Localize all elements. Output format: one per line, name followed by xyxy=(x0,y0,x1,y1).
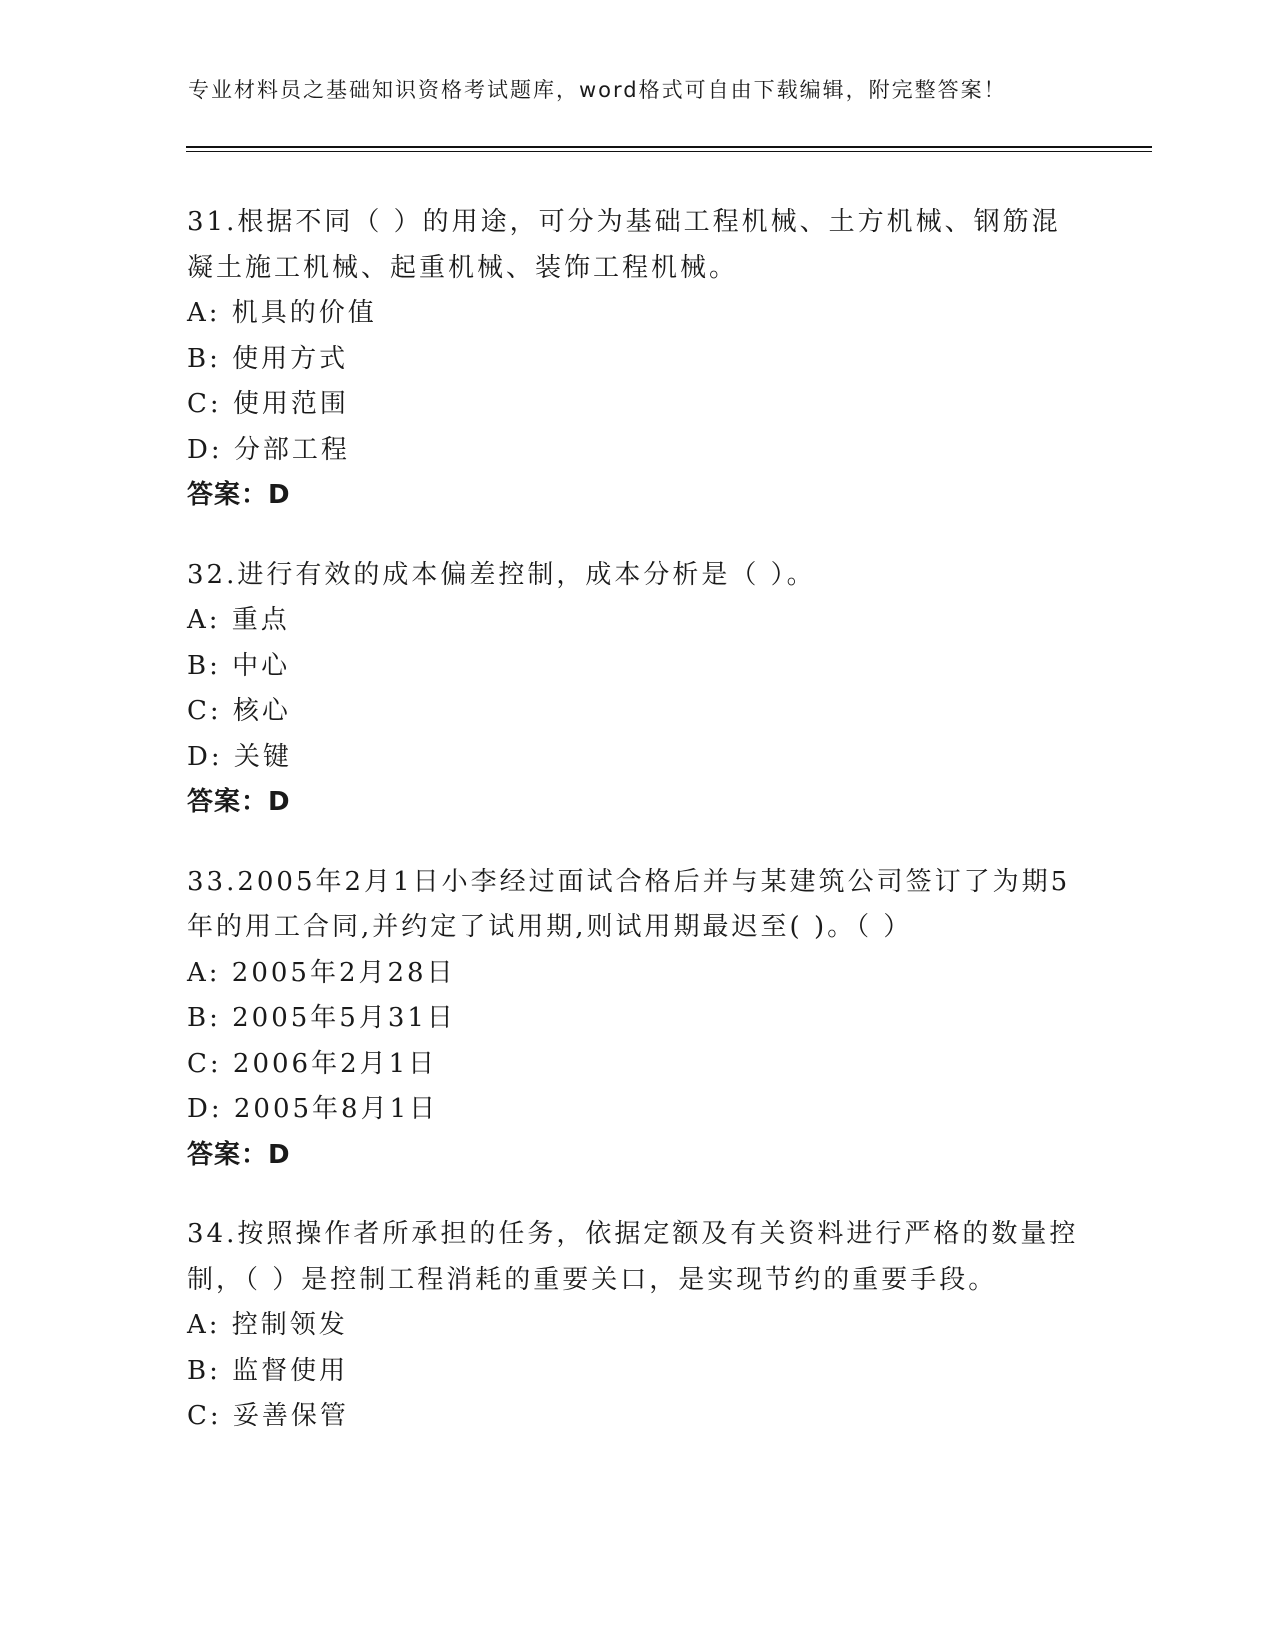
question-stem-line: 31.根据不同（ ）的用途，可分为基础工程机械、土方机械、钢筋混 xyxy=(187,207,1061,237)
question-32 xyxy=(187,553,1087,826)
question-stem-line: 34.按照操作者所承担的任务，依据定额及有关资料进行严格的数量控 xyxy=(187,1219,1079,1249)
option-a: A: 控制领发 xyxy=(187,1310,348,1340)
option-b: B: 2005年5月31日 xyxy=(187,1003,456,1033)
option-b: B: 中心 xyxy=(187,650,291,681)
option-c: C: 使用范围 xyxy=(187,389,349,419)
option-d: D: 2005年8月1日 xyxy=(187,1094,439,1124)
header-rule xyxy=(186,146,1152,152)
option-b: B: 使用方式 xyxy=(187,343,349,374)
option-a: A: 机具的价值 xyxy=(187,298,377,328)
option-d: D: 分部工程 xyxy=(187,434,350,465)
question-34 xyxy=(187,1212,1087,1440)
question-33 xyxy=(187,860,1087,1179)
question-stem-line: 32.进行有效的成本偏差控制，成本分析是（ ）。 xyxy=(187,559,816,590)
option-c: C: 妥善保管 xyxy=(187,1401,349,1431)
answer-line: 答案：D xyxy=(187,787,291,817)
answer-line: 答案：D xyxy=(187,1139,291,1170)
question-31 xyxy=(187,200,1087,519)
question-list xyxy=(187,200,1087,1474)
option-b: B: 监督使用 xyxy=(187,1355,349,1386)
option-a: A: 2005年2月28日 xyxy=(187,957,456,988)
option-c: C: 2006年2月1日 xyxy=(187,1048,438,1079)
question-stem-line: 年的用工合同,并约定了试用期,则试用期最迟至( )。（ ） xyxy=(187,912,913,942)
question-stem-line: 凝土施工机械、起重机械、装饰工程机械。 xyxy=(187,252,739,283)
option-a: A: 重点 xyxy=(187,605,290,635)
answer-line: 答案：D xyxy=(187,480,291,510)
option-d: D: 关键 xyxy=(187,741,292,772)
question-stem-line: 33.2005年2月1日小李经过面试合格后并与某建筑公司签订了为期5 xyxy=(187,866,1071,897)
option-c: C: 核心 xyxy=(187,696,291,726)
question-stem-line: 制，（ ）是控制工程消耗的重要关口，是实现节约的重要手段。 xyxy=(187,1264,998,1295)
page-header: 专业材料员之基础知识资格考试题库，word格式可自由下载编辑，附完整答案！ xyxy=(188,78,1007,102)
